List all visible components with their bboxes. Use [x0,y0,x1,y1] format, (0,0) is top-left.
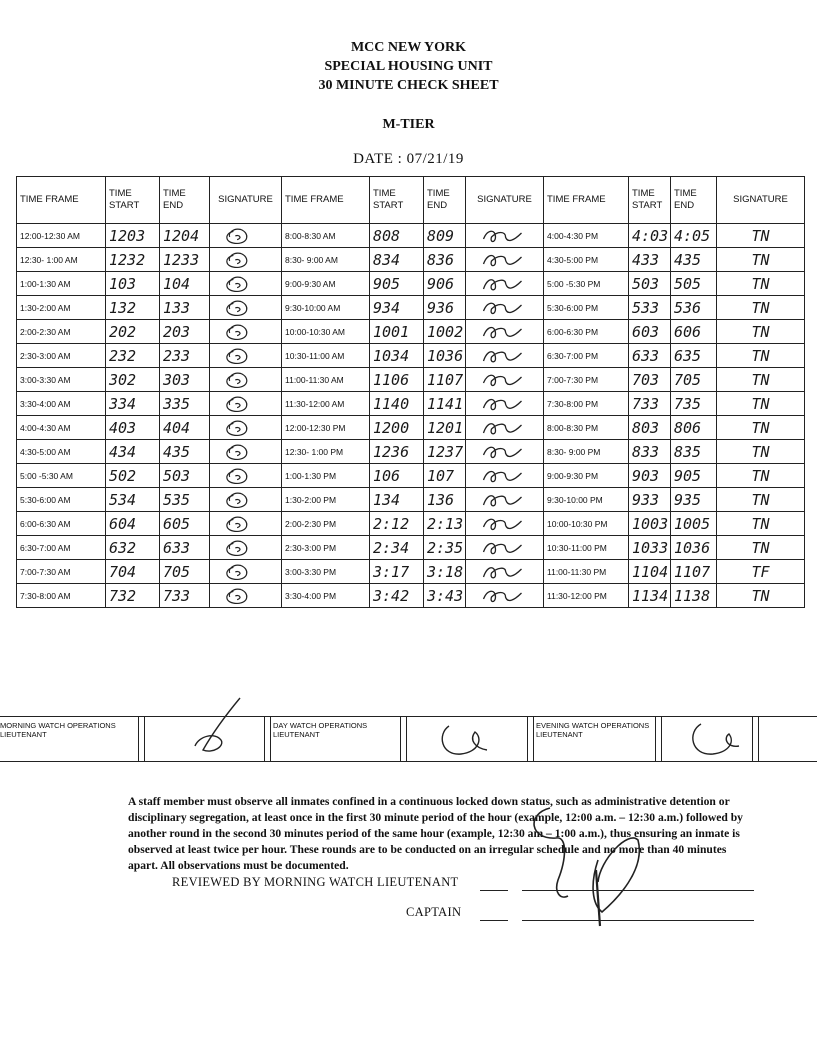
signature-cell [466,560,544,584]
time-start-cell: 302 [106,368,160,392]
table-row [17,368,805,392]
time-start-cell: 334 [106,392,160,416]
time-end-cell: 2:13 [424,512,466,536]
table-body [17,224,805,608]
signature-cell [466,344,544,368]
time-end-cell: 1107 [424,368,466,392]
time-frame-cell: 2:30-3:00 PM [282,536,370,560]
signature-cell [210,296,282,320]
signature-cell [466,464,544,488]
time-end-cell: 1237 [424,440,466,464]
signature-initials-cell: TN [717,224,805,248]
time-start-cell: 905 [370,272,424,296]
time-start-cell: 1106 [370,368,424,392]
evening-signature [685,716,745,760]
time-frame-cell: 6:00-6:30 AM [17,512,106,536]
time-start-cell: 434 [106,440,160,464]
table-row [17,416,805,440]
time-end-cell: 1138 [671,584,717,608]
reviewed-by-label: REVIEWED BY MORNING WATCH LIEUTENANT [172,875,459,889]
day-signature [435,718,495,760]
time-start-cell: 103 [106,272,160,296]
table-row [17,512,805,536]
column-header: TIME END [671,177,717,224]
time-start-cell: 2:12 [370,512,424,536]
time-start-cell: 502 [106,464,160,488]
signature-initials-cell: TF [717,560,805,584]
signature-cell [210,536,282,560]
time-frame-cell: 12:30- 1:00 AM [17,248,106,272]
column-header: TIME START [370,177,424,224]
time-end-cell: 435 [671,248,717,272]
signature-cell [210,440,282,464]
signature-cell [210,560,282,584]
time-frame-cell: 1:30-2:00 AM [17,296,106,320]
time-end-cell: 335 [160,392,210,416]
time-start-cell: 733 [629,392,671,416]
table-row [17,464,805,488]
signature-cell [210,512,282,536]
time-frame-cell: 8:00-8:30 PM [544,416,629,440]
time-frame-cell: 11:00-11:30 PM [544,560,629,584]
time-end-cell: 705 [671,368,717,392]
signature-cell [210,344,282,368]
time-end-cell: 3:43 [424,584,466,608]
time-end-cell: 1002 [424,320,466,344]
signature-cell [210,416,282,440]
time-end-cell: 136 [424,488,466,512]
time-frame-cell: 8:30- 9:00 AM [282,248,370,272]
time-start-cell: 1003 [629,512,671,536]
time-frame-cell: 3:00-3:30 PM [282,560,370,584]
time-end-cell: 203 [160,320,210,344]
time-frame-cell: 7:30-8:00 AM [17,584,106,608]
signature-cell [210,584,282,608]
signature-cell [466,248,544,272]
signature-cell [210,488,282,512]
signature-initials-cell: TN [717,296,805,320]
time-frame-cell: 4:30-5:00 AM [17,440,106,464]
time-start-cell: 106 [370,464,424,488]
signature-cell [466,536,544,560]
time-end-cell: 133 [160,296,210,320]
time-start-cell: 1200 [370,416,424,440]
date-line: DATE : 07/21/19 [353,151,464,167]
time-frame-cell: 11:00-11:30 AM [282,368,370,392]
sheet-title: 30 MINUTE CHECK SHEET [318,78,499,93]
time-start-cell: 833 [629,440,671,464]
signature-initials-cell: TN [717,344,805,368]
time-frame-cell: 3:30-4:00 PM [282,584,370,608]
time-frame-cell: 1:00-1:30 PM [282,464,370,488]
signature-cell [466,296,544,320]
time-frame-cell: 10:30-11:00 PM [544,536,629,560]
signature-initials-cell: TN [717,248,805,272]
signature-cell [466,584,544,608]
time-end-cell: 906 [424,272,466,296]
morning-signature [185,696,245,762]
time-start-cell: 1203 [106,224,160,248]
time-start-cell: 134 [370,488,424,512]
time-end-cell: 535 [160,488,210,512]
time-end-cell: 1204 [160,224,210,248]
time-frame-cell: 2:30-3:00 AM [17,344,106,368]
column-header: TIME FRAME [544,177,629,224]
signature-cell [466,488,544,512]
time-start-cell: 903 [629,464,671,488]
policy-paragraph: A staff member must observe all inmates confined in a continuous locked down status, such as administrative detention or disciplinary segregation, at least once in the first 30 minute period of the hour (example, 12:00 a.m. – 12:30 a.m.) followed by another round in the second 30 minutes period of the same hour (example, 12:30 am – 1:00 a.m.), thus ensuring an inmate is observed at least twice per hour. These rounds are to be conducted on an irregular schedule and no more than 40 minutes apart. All observations must be documented. [128,795,743,872]
signature-cell [466,440,544,464]
time-end-cell: 1107 [671,560,717,584]
time-end-cell: 735 [671,392,717,416]
org-title: MCC NEW YORK [350,40,467,55]
time-end-cell: 835 [671,440,717,464]
time-start-cell: 1134 [629,584,671,608]
time-start-cell: 3:17 [370,560,424,584]
time-start-cell: 1104 [629,560,671,584]
time-frame-cell: 10:00-10:30 AM [282,320,370,344]
signature-cell [466,272,544,296]
table-row [17,248,805,272]
table-row [17,344,805,368]
time-frame-cell: 8:30- 9:00 PM [544,440,629,464]
time-end-cell: 233 [160,344,210,368]
time-start-cell: 403 [106,416,160,440]
time-frame-cell: 10:30-11:00 AM [282,344,370,368]
time-start-cell: 803 [629,416,671,440]
time-start-cell: 3:42 [370,584,424,608]
signature-initials-cell: TN [717,488,805,512]
time-frame-cell: 3:00-3:30 AM [17,368,106,392]
column-header: TIME END [160,177,210,224]
time-frame-cell: 9:30-10:00 PM [544,488,629,512]
time-start-cell: 604 [106,512,160,536]
signature-cell [210,392,282,416]
time-end-cell: 536 [671,296,717,320]
time-end-cell: 303 [160,368,210,392]
time-end-cell: 3:18 [424,560,466,584]
time-end-cell: 606 [671,320,717,344]
time-end-cell: 936 [424,296,466,320]
time-start-cell: 703 [629,368,671,392]
time-frame-cell: 2:00-2:30 AM [17,320,106,344]
column-header: TIME START [106,177,160,224]
time-start-cell: 1034 [370,344,424,368]
time-frame-cell: 9:00-9:30 AM [282,272,370,296]
time-end-cell: 635 [671,344,717,368]
signature-cell [210,368,282,392]
time-end-cell: 1201 [424,416,466,440]
time-end-cell: 806 [671,416,717,440]
signature-cell [466,320,544,344]
time-frame-cell: 8:00-8:30 AM [282,224,370,248]
signature-cell [210,248,282,272]
unit-title: SPECIAL HOUSING UNIT [324,59,493,74]
signature-initials-cell: TN [717,512,805,536]
time-end-cell: 1233 [160,248,210,272]
table-row [17,224,805,248]
time-end-cell: 107 [424,464,466,488]
table-row [17,560,805,584]
time-end-cell: 404 [160,416,210,440]
table-row [17,584,805,608]
time-frame-cell: 7:30-8:00 PM [544,392,629,416]
signature-initials-cell: TN [717,584,805,608]
tier-title: M-TIER [382,117,435,132]
signature-cell [466,392,544,416]
time-start-cell: 704 [106,560,160,584]
signature-initials-cell: TN [717,440,805,464]
signature-initials-cell: TN [717,320,805,344]
time-end-cell: 2:35 [424,536,466,560]
day-watch-label: DAY WATCH OPERATIONS LIEUTENANT [273,721,368,739]
time-start-cell: 1232 [106,248,160,272]
time-end-cell: 1141 [424,392,466,416]
time-frame-cell: 7:00-7:30 AM [17,560,106,584]
column-header: TIME FRAME [17,177,106,224]
time-end-cell: 905 [671,464,717,488]
table-row [17,440,805,464]
time-start-cell: 533 [629,296,671,320]
time-frame-cell: 7:00-7:30 PM [544,368,629,392]
time-frame-cell: 6:30-7:00 PM [544,344,629,368]
time-end-cell: 935 [671,488,717,512]
time-frame-cell: 12:30- 1:00 PM [282,440,370,464]
time-end-cell: 4:05 [671,224,717,248]
captain-label: CAPTAIN [406,905,462,919]
column-header: SIGNATURE [210,177,282,224]
time-frame-cell: 6:00-6:30 PM [544,320,629,344]
time-frame-cell: 11:30-12:00 AM [282,392,370,416]
table-row [17,536,805,560]
signature-cell [466,368,544,392]
time-frame-cell: 10:00-10:30 PM [544,512,629,536]
time-frame-cell: 4:30-5:00 PM [544,248,629,272]
signature-initials-cell: TN [717,464,805,488]
time-frame-cell: 9:30-10:00 AM [282,296,370,320]
time-frame-cell: 12:00-12:30 PM [282,416,370,440]
time-end-cell: 1036 [424,344,466,368]
signature-initials-cell: TN [717,272,805,296]
time-end-cell: 705 [160,560,210,584]
time-start-cell: 934 [370,296,424,320]
time-frame-cell: 3:30-4:00 AM [17,392,106,416]
time-end-cell: 1005 [671,512,717,536]
time-start-cell: 633 [629,344,671,368]
column-header: SIGNATURE [466,177,544,224]
time-frame-cell: 2:00-2:30 PM [282,512,370,536]
time-start-cell: 1236 [370,440,424,464]
signature-cell [466,512,544,536]
time-end-cell: 809 [424,224,466,248]
lieutenant-signature [520,800,660,930]
time-start-cell: 2:34 [370,536,424,560]
signature-cell [210,224,282,248]
time-end-cell: 505 [671,272,717,296]
time-end-cell: 836 [424,248,466,272]
time-end-cell: 605 [160,512,210,536]
time-end-cell: 104 [160,272,210,296]
time-end-cell: 503 [160,464,210,488]
table-header-row [17,177,805,224]
time-start-cell: 1001 [370,320,424,344]
signature-cell [210,272,282,296]
time-start-cell: 132 [106,296,160,320]
time-frame-cell: 4:00-4:30 AM [17,416,106,440]
time-start-cell: 503 [629,272,671,296]
signature-initials-cell: TN [717,392,805,416]
time-start-cell: 808 [370,224,424,248]
table-row [17,320,805,344]
signature-initials-cell: TN [717,536,805,560]
time-start-cell: 632 [106,536,160,560]
signature-cell [466,224,544,248]
time-frame-cell: 1:30-2:00 PM [282,488,370,512]
table-row [17,392,805,416]
time-frame-cell: 5:00 -5:30 PM [544,272,629,296]
time-frame-cell: 4:00-4:30 PM [544,224,629,248]
time-frame-cell: 5:30-6:00 AM [17,488,106,512]
table-row [17,488,805,512]
time-start-cell: 433 [629,248,671,272]
time-start-cell: 933 [629,488,671,512]
time-frame-cell: 5:00 -5:30 AM [17,464,106,488]
morning-watch-label: MORNING WATCH OPERATIONS LIEUTENANT [0,721,116,739]
watch-signoff-box [0,716,817,762]
column-header: TIME FRAME [282,177,370,224]
time-frame-cell: 1:00-1:30 AM [17,272,106,296]
signature-cell [210,320,282,344]
time-start-cell: 1033 [629,536,671,560]
time-end-cell: 1036 [671,536,717,560]
signature-cell [210,464,282,488]
signature-initials-cell: TN [717,368,805,392]
column-header: TIME END [424,177,466,224]
time-start-cell: 1140 [370,392,424,416]
table-row [17,272,805,296]
time-frame-cell: 6:30-7:00 AM [17,536,106,560]
time-frame-cell: 9:00-9:30 PM [544,464,629,488]
time-start-cell: 232 [106,344,160,368]
evening-watch-label: EVENING WATCH OPERATIONS LIEUTENANT [536,721,650,739]
signature-initials-cell: TN [717,416,805,440]
time-start-cell: 4:03 [629,224,671,248]
time-start-cell: 534 [106,488,160,512]
time-start-cell: 202 [106,320,160,344]
time-end-cell: 633 [160,536,210,560]
time-start-cell: 603 [629,320,671,344]
time-start-cell: 834 [370,248,424,272]
check-table [16,176,805,608]
column-header: TIME START [629,177,671,224]
time-frame-cell: 5:30-6:00 PM [544,296,629,320]
time-frame-cell: 12:00-12:30 AM [17,224,106,248]
column-header: SIGNATURE [717,177,805,224]
time-end-cell: 435 [160,440,210,464]
time-frame-cell: 11:30-12:00 PM [544,584,629,608]
time-start-cell: 732 [106,584,160,608]
time-end-cell: 733 [160,584,210,608]
table-row [17,296,805,320]
signature-cell [466,416,544,440]
